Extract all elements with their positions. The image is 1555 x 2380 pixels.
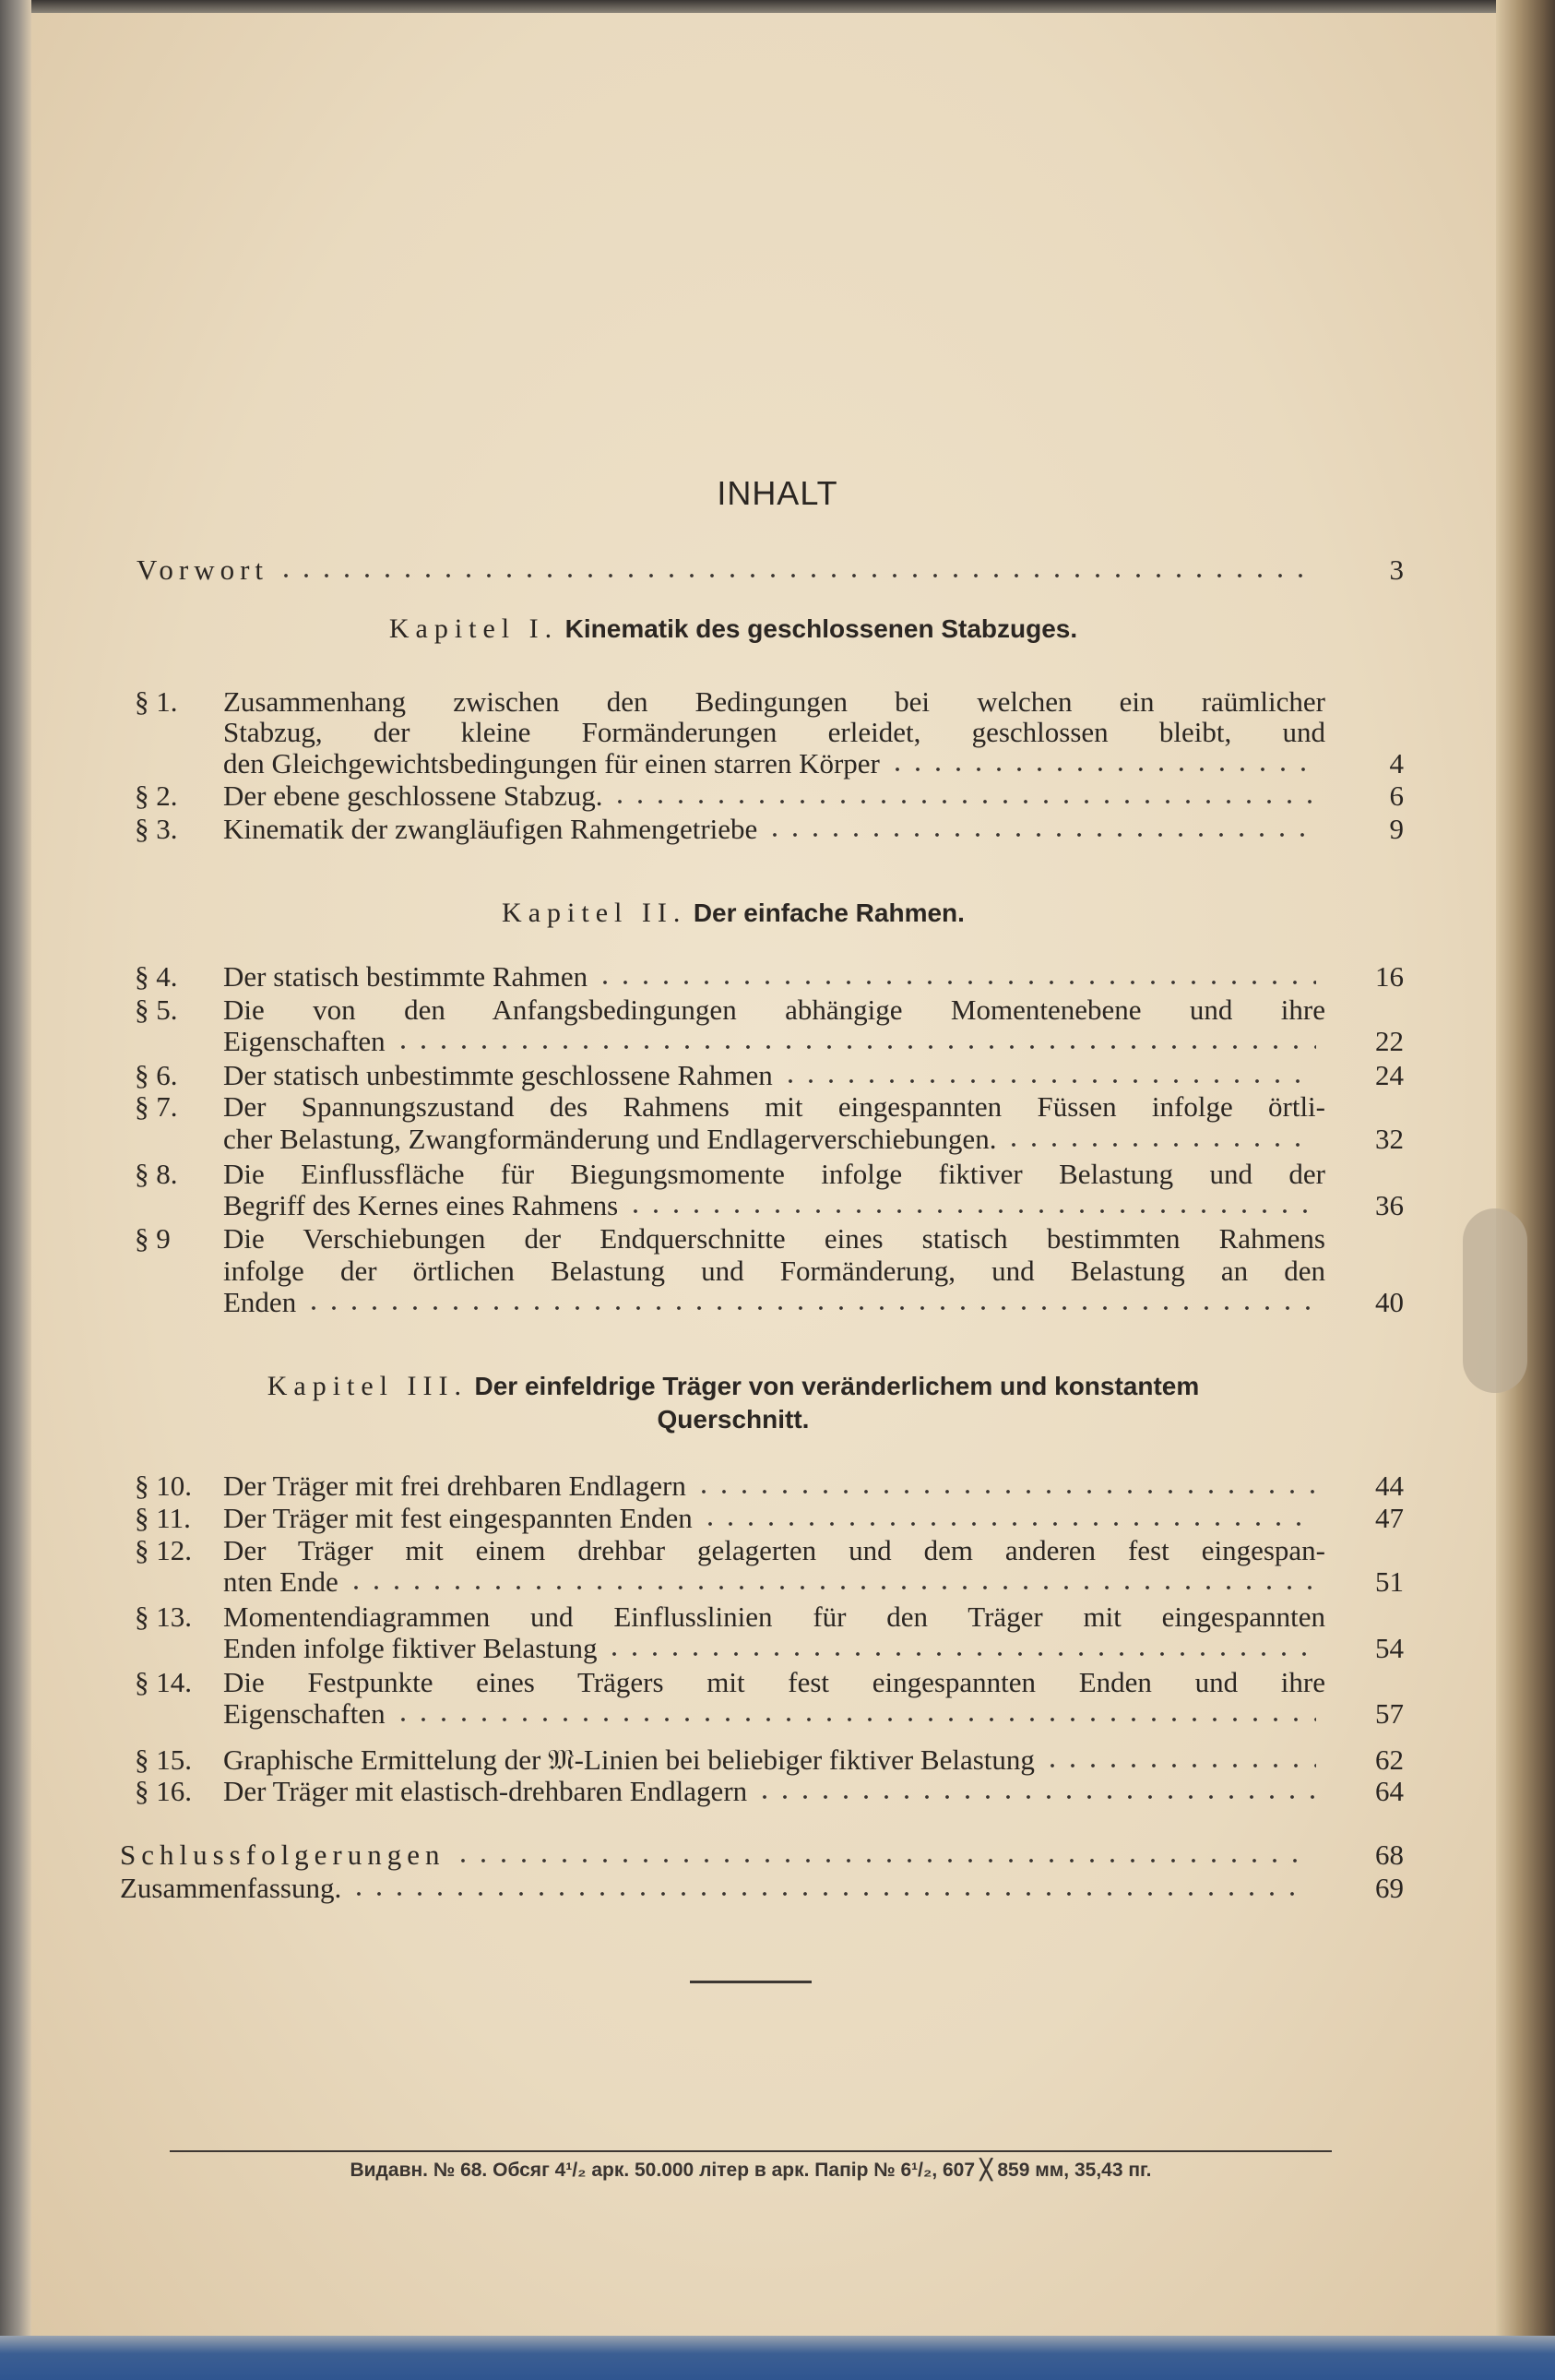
chapter-heading <box>138 897 1328 930</box>
entry-text <box>120 1839 1319 1872</box>
dot-leader <box>453 1844 1310 1864</box>
imprint-footer: Видавн. № 68. Обсяг 4¹/₂ арк. 50.000 літер в арк. Папір № 6¹/₂, 607 ╳ 859 мм, 35,43 пг. <box>350 2160 1152 2181</box>
scan-edge-right <box>1496 0 1555 2380</box>
page-number: 64 <box>1375 1775 1404 1807</box>
dot-leader <box>887 753 1316 773</box>
section-number: § 16. <box>135 1775 192 1807</box>
entry-text <box>223 1090 1325 1124</box>
section-number: § 10. <box>135 1470 192 1502</box>
chapter-title: Kinematik des geschlossenen Stabzuges. <box>564 614 1078 643</box>
entry-title: Der Träger mit frei drehbaren Endlagern <box>223 1470 686 1502</box>
section-number: § 2. <box>135 779 178 812</box>
entry-text <box>223 779 1325 813</box>
page-number: 36 <box>1375 1189 1404 1221</box>
page-title: INHALT <box>717 474 838 512</box>
entry-text <box>223 1222 1325 1255</box>
entry-title: Schlussfolgerungen <box>120 1839 445 1871</box>
dot-leader <box>303 1291 1316 1312</box>
entry-title: Die Einflussfläche für Biegungsmomente infolge fiktiver Belastung und der <box>223 1158 1325 1190</box>
entry-text <box>223 1286 1325 1319</box>
page-number: 51 <box>1375 1565 1404 1598</box>
entry-text <box>120 1872 1319 1905</box>
chapter-title: Der einfache Rahmen. <box>693 898 965 927</box>
book-cover-edge <box>0 2336 1555 2380</box>
entry-text <box>223 1025 1325 1058</box>
page-number: 40 <box>1375 1286 1404 1318</box>
entry-title: cher Belastung, Zwangformänderung und Endlagerverschiebungen. <box>223 1123 997 1155</box>
section-number: § 8. <box>135 1158 178 1190</box>
section-number: § 15. <box>135 1743 192 1776</box>
entry-text <box>223 1534 1325 1567</box>
entry-text <box>223 1255 1325 1288</box>
dot-leader <box>393 1030 1316 1051</box>
section-number: § 13. <box>135 1601 192 1633</box>
entry-text <box>223 1158 1325 1191</box>
entry-title: Momentendiagrammen und Einflusslinien für den Träger mit eingespannten <box>223 1601 1325 1633</box>
chapter-heading <box>138 613 1328 646</box>
entry-text <box>223 1666 1325 1699</box>
section-number: § 6. <box>135 1059 178 1091</box>
section-number: § 7. <box>135 1090 178 1123</box>
dot-leader <box>604 1637 1316 1658</box>
dot-leader <box>625 1195 1316 1215</box>
page-number: 4 <box>1389 747 1404 779</box>
entry-text <box>223 994 1325 1027</box>
section-number: § 9 <box>135 1222 171 1255</box>
entry-title: nten Ende <box>223 1565 338 1598</box>
dot-leader <box>393 1703 1316 1723</box>
chapter-label: Kapitel II. <box>502 898 687 928</box>
entry-title: den Gleichgewichtsbedingungen für einen starren Körper <box>223 747 880 779</box>
entry-text <box>223 1601 1325 1634</box>
section-number: § 4. <box>135 960 178 993</box>
dot-leader <box>1003 1128 1316 1148</box>
chapter-title: Der einfeldrige Träger von veränderlichem und konstantem <box>474 1372 1200 1400</box>
entry-title: Kinematik der zwangläufigen Rahmengetriebe <box>223 813 758 845</box>
page-number: 16 <box>1375 960 1404 993</box>
dot-leader <box>754 1780 1316 1801</box>
entry-title: Vorwort <box>137 553 269 586</box>
entry-title: Der statisch unbestimmte geschlossene Rahmen <box>223 1059 773 1091</box>
page-number: 69 <box>1375 1872 1404 1904</box>
page-number: 47 <box>1375 1502 1404 1534</box>
page-number: 24 <box>1375 1059 1404 1091</box>
entry-text <box>223 685 1325 719</box>
entry-title: Die von den Anfangsbedingungen abhängige Momentenebene und ihre <box>223 994 1325 1026</box>
chapter-label: Kapitel I. <box>388 613 559 644</box>
entry-title: Enden <box>223 1286 297 1318</box>
dot-leader <box>780 1065 1316 1085</box>
page-number: 68 <box>1375 1839 1404 1871</box>
entry-title: Eigenschaften <box>223 1025 386 1057</box>
dot-leader <box>765 818 1316 839</box>
entry-text <box>223 1502 1325 1535</box>
entry-title: Stabzug, der kleine Formänderungen erleidet, geschlossen bleibt, und <box>223 716 1325 748</box>
entry-text <box>223 1697 1325 1731</box>
entry-text <box>223 813 1325 846</box>
entry-text <box>223 1632 1325 1665</box>
entry-title: Der Träger mit fest eingespannten Enden <box>223 1502 693 1534</box>
entry-title: Graphische Ermittelung der 𝔐-Linien bei beliebiger fiktiver Belastung <box>223 1743 1035 1776</box>
entry-text <box>223 960 1325 994</box>
page-number: 22 <box>1375 1025 1404 1057</box>
scan-edge-left <box>0 0 31 2380</box>
dot-leader <box>694 1475 1316 1495</box>
entry-title: Der Spannungszustand des Rahmens mit eingespannten Füssen infolge örtli- <box>223 1090 1325 1123</box>
page-number: 32 <box>1375 1123 1404 1155</box>
entry-text <box>223 1189 1325 1222</box>
entry-title: Der ebene geschlossene Stabzug. <box>223 779 603 812</box>
chapter-heading <box>138 1370 1328 1403</box>
footer-rule <box>170 2150 1332 2152</box>
chapter-heading-cont <box>138 1403 1328 1436</box>
page-number: 62 <box>1375 1743 1404 1776</box>
entry-text <box>223 716 1325 749</box>
entry-text <box>223 1059 1325 1092</box>
entry-title: infolge der örtlichen Belastung und Formänderung, und Belastung an den <box>223 1255 1325 1287</box>
section-number: § 1. <box>135 685 178 718</box>
page-number: 44 <box>1375 1470 1404 1502</box>
section-divider <box>690 1981 812 1983</box>
page-number: 57 <box>1375 1697 1404 1730</box>
dot-leader <box>276 559 1317 579</box>
scan-edge-top <box>0 0 1555 13</box>
entry-title: Der Träger mit einem drehbar gelagerten und dem anderen fest eingespan- <box>223 1534 1325 1566</box>
entry-title: Der statisch bestimmte Rahmen <box>223 960 588 993</box>
entry-text <box>223 747 1325 780</box>
dot-leader <box>595 966 1316 986</box>
entry-text <box>223 1123 1325 1156</box>
entry-title: Enden infolge fiktiver Belastung <box>223 1632 598 1664</box>
dot-leader <box>346 1571 1316 1591</box>
entry-text <box>223 1470 1325 1503</box>
entry-text <box>223 1743 1325 1777</box>
dot-leader <box>610 785 1316 805</box>
dot-leader <box>1042 1749 1316 1769</box>
page-number: 3 <box>1389 553 1404 586</box>
entry-title: Der Träger mit elastisch-drehbaren Endlagern <box>223 1775 748 1807</box>
section-number: § 14. <box>135 1666 192 1698</box>
entry-title: Zusammenhang zwischen den Bedingungen bei welchen ein raümlicher <box>223 685 1325 718</box>
page-number: 9 <box>1389 813 1404 845</box>
page-number: 6 <box>1389 779 1404 812</box>
section-number: § 5. <box>135 994 178 1026</box>
entry-title: Die Festpunkte eines Trägers mit fest eingespannten Enden und ihre <box>223 1666 1325 1698</box>
entry-title: Die Verschiebungen der Endquerschnitte eines statisch bestimmten Rahmens <box>223 1222 1325 1255</box>
chapter-title: Querschnitt. <box>657 1405 810 1434</box>
entry-title: Zusammenfassung. <box>120 1872 342 1904</box>
section-number: § 3. <box>135 813 178 845</box>
section-number: § 12. <box>135 1534 192 1566</box>
page-number: 54 <box>1375 1632 1404 1664</box>
entry-text <box>223 1775 1325 1808</box>
dot-leader <box>700 1507 1316 1528</box>
entry-title: Eigenschaften <box>223 1697 386 1730</box>
section-number: § 11. <box>135 1502 191 1534</box>
entry-text <box>223 1565 1325 1599</box>
dot-leader <box>349 1877 1310 1898</box>
paper-stain <box>1463 1208 1527 1393</box>
entry-title: Begriff des Kernes eines Rahmens <box>223 1189 619 1221</box>
chapter-label: Kapitel III. <box>267 1371 468 1401</box>
entry-text <box>137 553 1326 587</box>
